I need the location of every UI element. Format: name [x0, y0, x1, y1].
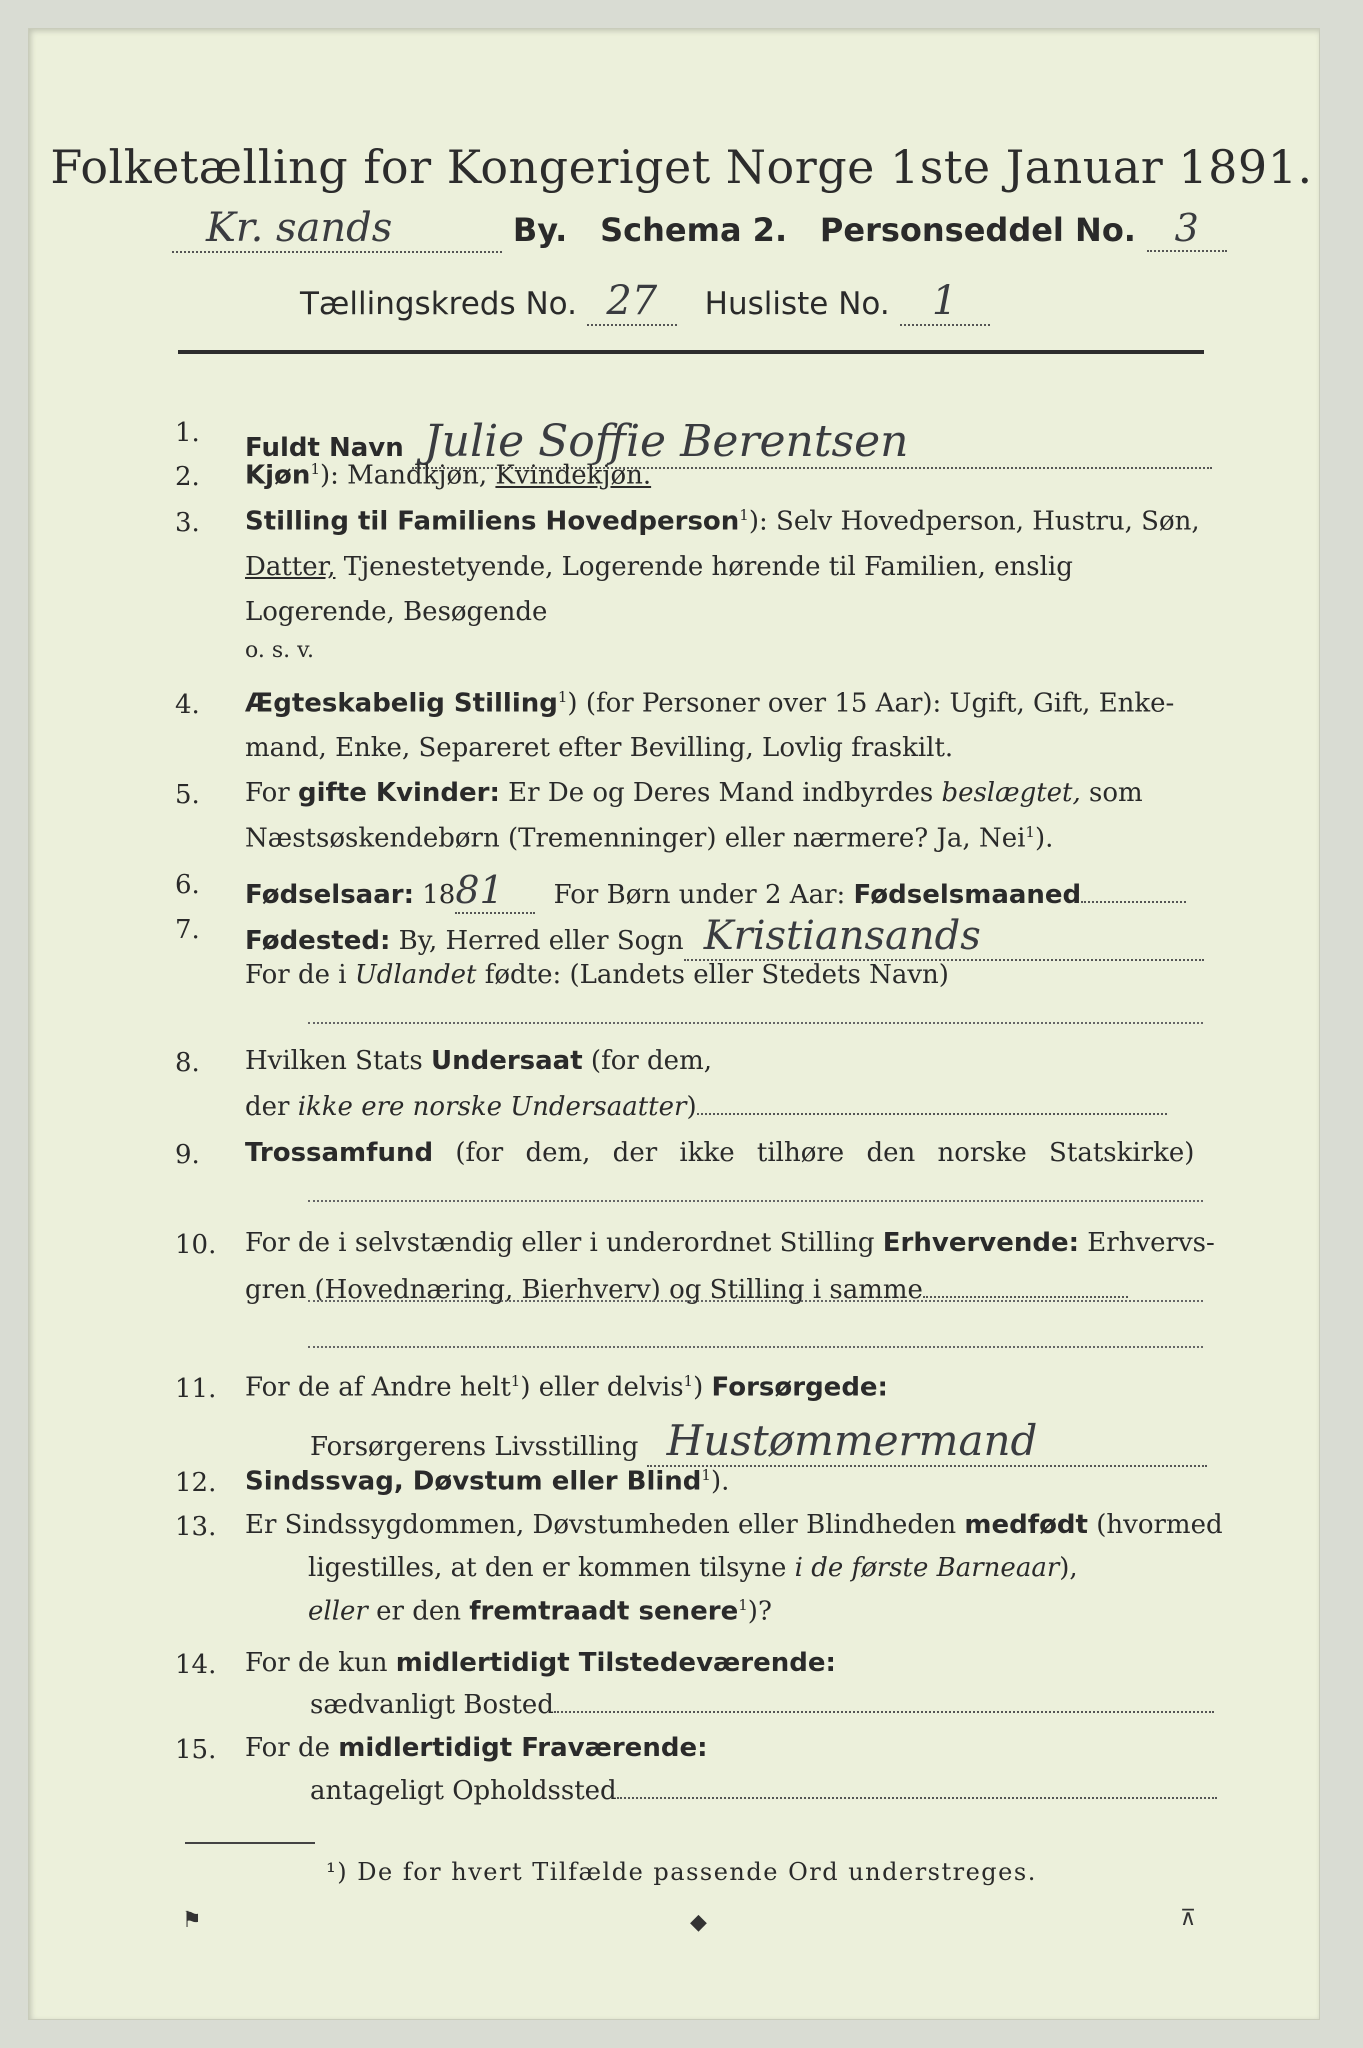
q2-label: Kjøn [245, 460, 311, 491]
q2-number: 2. [175, 462, 200, 492]
q11-text1b: ) eller delvis [520, 1372, 684, 1403]
q13-label: medfødt [964, 1510, 1088, 1540]
q10-number: 10. [175, 1230, 217, 1260]
footnote-rule [185, 1842, 315, 1844]
corner-mark-right: ⊼ [1180, 1906, 1197, 1931]
q6-row [245, 868, 1186, 914]
q1-answer: Julie Soffie Berentsen [424, 416, 909, 467]
q10-text1: For de i selvstændig eller i underordnet Stilling [245, 1228, 875, 1258]
q11-text1: For de af Andre helt [245, 1372, 511, 1403]
q13-sup: 1 [738, 1596, 748, 1614]
q13-label2: fremtraadt senere [469, 1596, 739, 1627]
q8-italic: ikke ere norske Undersaatter [297, 1092, 687, 1122]
q13-row1 [245, 1510, 1223, 1540]
q12-label: Sindssvag, Døvstum eller Blind [245, 1466, 702, 1497]
q13-text3b: er den [376, 1596, 461, 1627]
q8-row1 [245, 1046, 712, 1076]
q11-sup2: 1 [683, 1372, 694, 1390]
kreds-value: 27 [606, 278, 658, 324]
q6-month-field [1081, 901, 1186, 903]
census-sheet [28, 28, 1320, 2020]
q4-label: Ægteskabelig Stilling [245, 688, 558, 719]
q15-pre: For de [245, 1733, 330, 1763]
q8-field [697, 1113, 1167, 1115]
q7-text: By, Herred eller Sogn [398, 926, 684, 956]
q11-label: Forsørgede: [711, 1372, 888, 1403]
q1-label: Fuldt Navn [245, 433, 404, 463]
q6-label2: Fødselsmaaned [853, 880, 1082, 910]
q14-text2: sædvanligt Bosted [310, 1690, 554, 1720]
q10-field [923, 1296, 1128, 1298]
q8-text2a: der [245, 1092, 290, 1122]
q15-number: 15. [175, 1735, 217, 1765]
q11-row1 [245, 1372, 888, 1403]
q3-text2: Tjenestetyende, Logerende hørende til Familien, enslig [335, 552, 1073, 582]
q3-label: Stilling til Familiens Hovedperson [245, 506, 740, 537]
q12-sup: 1 [701, 1466, 711, 1484]
q4-row1 [245, 688, 1174, 719]
header-rule [178, 350, 1204, 354]
q6-number: 6. [175, 870, 200, 900]
q3-row3: Logerende, Besøgende [245, 597, 548, 627]
kreds-label: Tællingskreds No. [300, 286, 577, 322]
q5-close: ). [1034, 823, 1054, 854]
q12-number: 12. [175, 1468, 217, 1498]
q3-row2 [245, 552, 1073, 582]
q11-row2 [310, 1416, 1207, 1467]
q6-year-value: 81 [455, 868, 504, 912]
kreds-field [587, 278, 677, 326]
personseddel-value: 3 [1174, 206, 1199, 250]
q12-row [245, 1466, 729, 1497]
town-handwritten: Kr. sands [206, 205, 393, 251]
q9-label: Trossamfund [245, 1138, 434, 1168]
q7-row1 [245, 913, 1204, 961]
q15-row2 [310, 1776, 1217, 1806]
q3-underlined: Datter, [245, 552, 336, 582]
form-title: Folketælling for Kongeriget Norge 1ste Januar 1891. [50, 140, 1313, 194]
q11-field [647, 1416, 1207, 1467]
q3-row1 [245, 506, 1200, 537]
q11-answer: Hustømmermand [666, 1416, 1038, 1465]
footnote: ¹) De for hvert Tilfælde passende Ord understreges. [326, 1858, 1037, 1886]
q4-sup: 1 [557, 688, 568, 706]
q14-number: 14. [175, 1650, 217, 1680]
q7-text2a: For de i [245, 960, 347, 990]
q11-close: ) [693, 1372, 712, 1403]
q7-label: Fødested: [245, 926, 391, 956]
q7-answer: Kristiansands [703, 913, 981, 959]
q7-row2 [245, 960, 949, 990]
q8-row2 [245, 1092, 1167, 1122]
q4-row2: mand, Enke, Separeret efter Bevilling, Lovlig fraskilt. [245, 733, 954, 763]
q5-number: 5. [175, 780, 200, 810]
q11-text2: Forsørgerens Livsstilling [310, 1432, 639, 1462]
q7-field [684, 913, 1204, 961]
q3-row4: o. s. v. [245, 638, 314, 663]
q9-number: 9. [175, 1140, 200, 1170]
q14-field [554, 1711, 1214, 1713]
q1-number: 1. [175, 418, 200, 448]
q13-text3a: eller [308, 1596, 368, 1627]
q10-label: Erhvervende: [882, 1228, 1080, 1258]
header-line-town [172, 205, 1227, 253]
husliste-label: Husliste No. [704, 286, 890, 322]
q14-row2 [310, 1690, 1214, 1720]
q15-text2: antageligt Opholdssted [310, 1776, 617, 1806]
q13-close: ), [1059, 1553, 1078, 1583]
q5-text1b: som [1080, 778, 1143, 808]
q5-text2: Næstsøskendebørn (Tremenninger) eller nærmere? Ja, Nei [245, 823, 1026, 854]
q2-row [245, 460, 651, 491]
q13-text1b: (hvormed [1096, 1510, 1223, 1540]
schema-label: Schema 2. [600, 211, 788, 249]
q13-italic: i de første Barneaar [794, 1553, 1060, 1583]
q10-text2: gren (Hovednæring, Bierhverv) og Stilling i samme [245, 1275, 923, 1305]
q2-text-a: ): Mandkjøn, [319, 460, 488, 491]
q13-text1: Er Sindssygdommen, Døvstumheden eller Blindheden [245, 1510, 957, 1540]
q5-sup: 1 [1025, 823, 1035, 841]
corner-mark-left: ⚑ [182, 1908, 202, 1933]
q9-row [245, 1138, 1194, 1168]
q13-row2 [308, 1553, 1078, 1583]
q14-label: midlertidigt Tilstedeværende: [395, 1648, 836, 1678]
q7-number: 7. [175, 915, 200, 945]
q13-number: 13. [175, 1512, 217, 1542]
q6-label: Fødselsaar: [245, 880, 414, 910]
q7-italic: Udlandet [354, 960, 477, 990]
q6-text: For Børn under 2 Aar: [553, 880, 846, 910]
town-field [172, 205, 502, 253]
q12-close: ). [710, 1466, 730, 1497]
q8-number: 8. [175, 1048, 200, 1078]
personseddel-label: Personseddel No. [819, 211, 1136, 249]
q15-row1 [245, 1733, 707, 1763]
q10-text1b: Erhvervs- [1087, 1228, 1215, 1258]
q14-pre: For de kun [245, 1648, 388, 1678]
q10-blank-line-2 [308, 1346, 1203, 1348]
q10-blank-line-1 [308, 1300, 1203, 1302]
q6-year-field [455, 868, 535, 914]
q3-number: 3. [175, 508, 200, 538]
q15-label: midlertidigt Fraværende: [338, 1733, 708, 1763]
corner-mark-center: ◆ [690, 1910, 707, 1935]
q3-sup: 1 [739, 506, 749, 524]
q2-text-b: Kvindekjøn. [495, 460, 652, 491]
husliste-field [900, 278, 990, 326]
by-label: By. [512, 211, 568, 249]
q9-text: (for dem, der ikke tilhøre den norske Statskirke) [455, 1138, 1195, 1168]
q8-close: ) [686, 1092, 697, 1122]
q6-year-prefix: 18 [422, 880, 456, 910]
q4-number: 4. [175, 690, 200, 720]
q4-text1: ) (for Personer over 15 Aar): Ugift, Gift, Enke- [567, 688, 1175, 719]
q9-blank-line [308, 1200, 1203, 1202]
q7-blank-line [308, 1022, 1203, 1024]
q11-sup1: 1 [510, 1372, 521, 1390]
q3-text1: ): Selv Hovedperson, Hustru, Søn, [748, 506, 1200, 537]
q8-label: Undersaat [430, 1046, 583, 1076]
q8-text1b: (for dem, [590, 1046, 712, 1076]
q8-text1: Hvilken Stats [245, 1046, 423, 1076]
header-line-kreds [300, 278, 990, 326]
q13-end: )? [747, 1596, 772, 1627]
q10-row1 [245, 1228, 1215, 1258]
q5-row1 [245, 778, 1143, 808]
q5-text1: Er De og Deres Mand indbyrdes [499, 778, 934, 808]
q13-text2a: ligestilles, at den er kommen tilsyne [308, 1553, 787, 1583]
q5-italic: beslægtet, [941, 778, 1081, 808]
q14-row1 [245, 1648, 836, 1678]
husliste-value: 1 [931, 278, 958, 324]
q5-row2 [245, 823, 1053, 854]
q11-number: 11. [175, 1374, 217, 1404]
q5-label: gifte Kvinder: [297, 778, 500, 808]
q2-sup: 1 [310, 460, 320, 478]
q15-field [617, 1797, 1217, 1799]
q5-pre: For [245, 778, 290, 808]
personseddel-field [1147, 206, 1227, 252]
q13-row3 [308, 1596, 772, 1627]
q7-text2b: fødte: (Landets eller Stedets Navn) [484, 960, 949, 990]
